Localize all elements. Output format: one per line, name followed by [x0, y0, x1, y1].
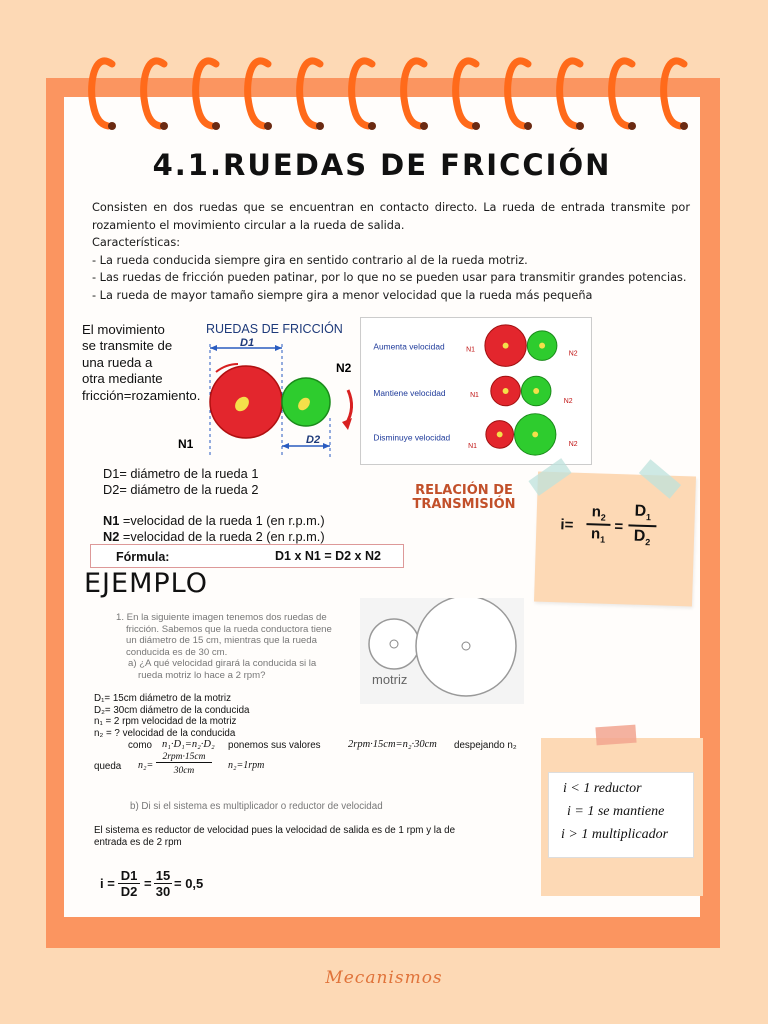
example-wheels-image	[360, 598, 524, 704]
motriz-label: motriz	[372, 672, 408, 687]
row-label-increase: Aumenta velocidad	[373, 341, 445, 352]
i-label: i=	[560, 516, 574, 534]
intro-paragraph: Consisten en dos ruedas que se encuentran en contacto directo. La rueda de entrada transmite por rozamiento el movimiento circular a la rueda de salida.	[92, 201, 690, 232]
relacion-line2: TRANSMISIÓN	[412, 497, 516, 512]
despejando-label: despejando n₂	[454, 740, 517, 751]
como-equation: n₁·D₁=n₂·D₂	[162, 739, 215, 750]
bullet-item: - Las ruedas de fricción pueden patinar, por lo que no se pueden usar para transmitir grandes potencias.	[92, 271, 687, 284]
n1-definition: =velocidad de la rueda 1 (en r.p.m.)	[122, 513, 325, 528]
transmission-ratio-heading	[392, 484, 536, 512]
friction-wheels-diagram	[170, 318, 360, 466]
desc-line: El movimiento	[82, 322, 165, 337]
ring-hole	[628, 122, 636, 130]
ring	[196, 61, 216, 126]
answer-text: El sistema es reductor de velocidad pues la velocidad de salida es de 1 rpm y la de entrada es de 2 rpm	[94, 825, 456, 848]
n2-label: N2	[336, 361, 352, 375]
example-heading: EJEMPLO	[84, 568, 208, 599]
question-b: b) Di si el sistema es multiplicador o reductor de velocidad	[130, 801, 383, 812]
page-title: 4.1.RUEDAS DE FRICCIÓN	[152, 148, 612, 182]
case-mantiene: i = 1 se mantiene	[567, 804, 665, 819]
svg-text:N1: N1	[470, 391, 479, 399]
svg-text:N1: N1	[466, 346, 475, 354]
example-data: D₁= 15cm diámetro de la motriz D₂= 30cm diámetro de la conducida n₁ = 2 rpm velocidad de la motriz n₂ = ? velocidad de la conducida	[94, 693, 250, 739]
ring-hole	[212, 122, 220, 130]
ring-hole	[576, 122, 584, 130]
speed-definitions	[103, 513, 325, 544]
D2-term: $D_2$	[633, 527, 651, 548]
n2-prefix: n₂=	[138, 760, 154, 771]
diameter-definitions	[103, 466, 258, 497]
spiral-binding	[72, 40, 692, 140]
final-ratio: i = D1 D2 = 15 30 = 0,5	[100, 868, 204, 899]
como-label: como	[128, 740, 152, 751]
desc-line: fricción=rozamiento.	[82, 387, 201, 403]
d1-label: D1	[240, 337, 255, 349]
speed-variation-diagram	[360, 317, 592, 465]
fraction-numerator: 2rpm·15cm	[156, 752, 212, 763]
queda-label: queda	[94, 761, 122, 772]
ring	[300, 61, 320, 126]
question-a: a) ¿A qué velocidad girará la conducida si la	[128, 658, 317, 670]
n1-label: N1	[178, 437, 194, 451]
ring-hole	[472, 122, 480, 130]
ring	[508, 61, 528, 126]
ring-hole	[108, 122, 116, 130]
example-problem: 1. En la siguiente imagen tenemos dos ruedas de fricción. Sabemos que la rueda conductora tiene un diámetro de 15 cm, mientras que la rueda conducida es de 30 cm. a) ¿A qué velocidad girará la conducida si la rueda motriz lo hace a 2 rpm?	[116, 612, 332, 681]
ring	[248, 61, 268, 126]
formula-label: Fórmula:	[116, 550, 170, 564]
formula-expression: D1 x N1 = D2 x N2	[275, 549, 381, 563]
ring-hole	[420, 122, 428, 130]
ring	[144, 61, 164, 126]
ring	[352, 61, 372, 126]
ring-hole	[524, 122, 532, 130]
n2-definition: =velocidad de la rueda 2 (en r.p.m.)	[122, 528, 325, 544]
relacion-line1: RELACIÓN DE	[415, 483, 513, 498]
case-reductor: i < 1 reductor	[563, 781, 642, 796]
row-label-decrease: Disminuye velocidad	[373, 432, 451, 443]
formula-box	[90, 544, 404, 568]
case-multiplicador: i > 1 multiplicador	[561, 827, 669, 842]
cases-box	[548, 772, 694, 858]
ring-hole	[316, 122, 324, 130]
ring	[92, 61, 112, 126]
n1-term: $n_1$	[590, 525, 606, 545]
desc-line: se transmite de	[82, 338, 173, 354]
d2-label: D2	[306, 434, 321, 446]
d1-definition: D1= diámetro de la rueda 1	[103, 466, 259, 481]
n2-label: N2	[103, 528, 120, 544]
ring	[456, 61, 476, 126]
ring-hole	[368, 122, 376, 130]
d2-definition: D2= diámetro de la rueda 2	[103, 481, 259, 497]
ring	[560, 61, 580, 126]
values-equation: 2rpm·15cm=n₂·30cm	[348, 739, 437, 750]
characteristics-heading: Características:	[92, 236, 181, 249]
svg-text:N2: N2	[563, 397, 573, 405]
n1-label: N1	[103, 513, 120, 528]
D1-term: $D_1$	[634, 502, 652, 523]
desc-line: una rueda a	[82, 354, 153, 370]
equals-sign: =	[614, 517, 624, 536]
ring-hole	[160, 122, 168, 130]
row-label-keep: Mantiene velocidad	[373, 387, 446, 398]
desc-line: otra mediante	[82, 371, 163, 387]
n2-term: $n_2$	[591, 503, 606, 523]
svg-text:N2: N2	[568, 441, 578, 449]
diagram-title: RUEDAS DE FRICCIÓN	[206, 322, 343, 336]
result-value: n₂=1rpm	[228, 760, 265, 771]
ponemos-label: ponemos sus valores	[228, 740, 321, 751]
bullet-item: - La rueda de mayor tamaño siempre gira a menor velocidad que la rueda más pequeña	[92, 288, 593, 302]
fraction-denominator: 30cm	[173, 766, 195, 776]
ring	[404, 61, 424, 126]
ring	[612, 61, 632, 126]
ring-hole	[264, 122, 272, 130]
svg-text:N1: N1	[468, 443, 477, 451]
ring-hole	[680, 122, 688, 130]
footer-label: Mecanismos	[325, 968, 443, 988]
bullet-item: - La rueda conducida siempre gira en sentido contrario al de la rueda motriz.	[92, 253, 528, 267]
intro-text	[92, 199, 690, 304]
svg-text:N2: N2	[568, 350, 578, 358]
ring	[664, 61, 684, 126]
pink-tape	[595, 725, 636, 746]
